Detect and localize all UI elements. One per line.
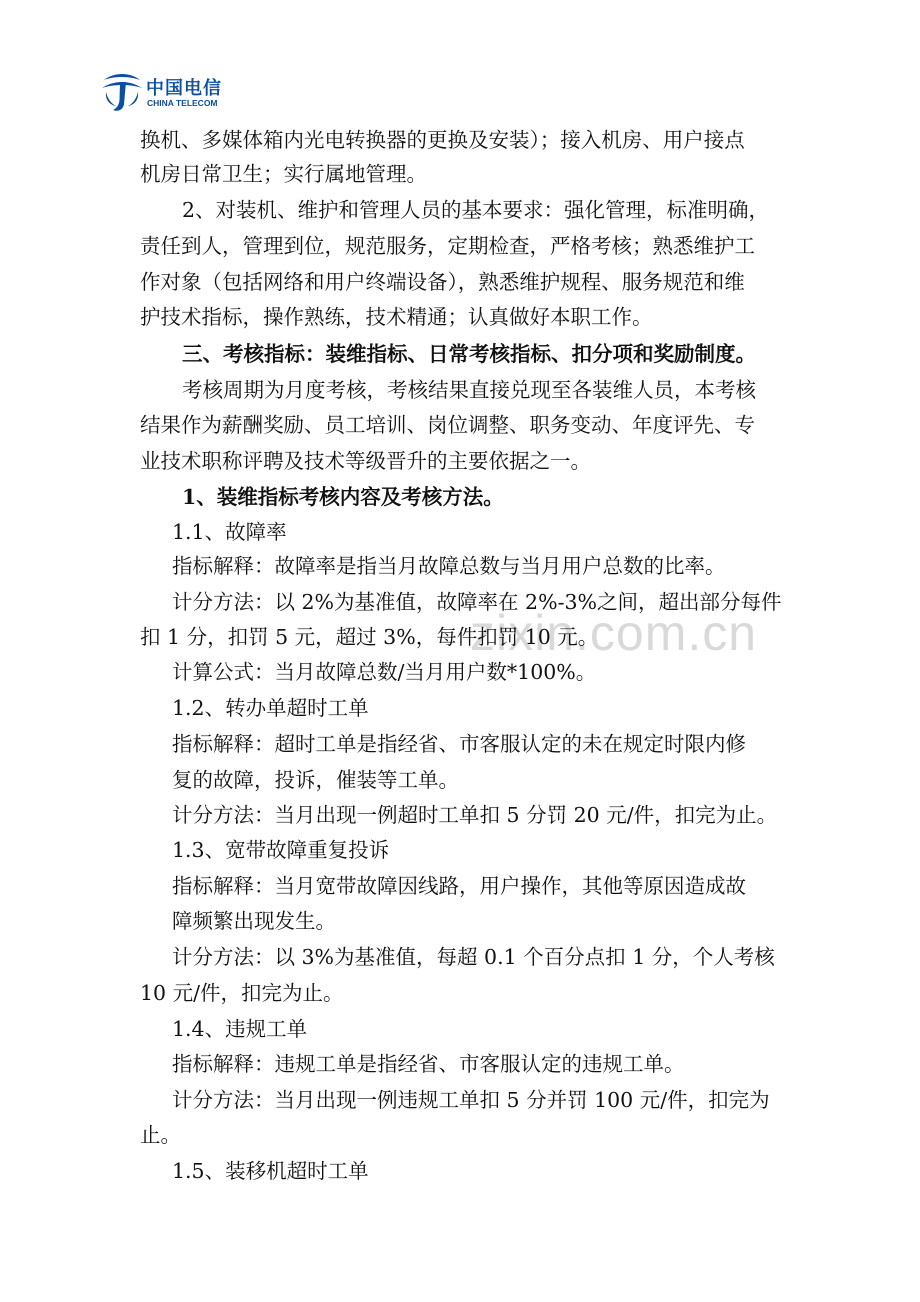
- item-heading: 1.5、装移机超时工单: [172, 1159, 369, 1183]
- section-heading: 三、考核指标：装维指标、日常考核指标、扣分项和奖励制度。: [182, 342, 756, 366]
- body-text-line: 止。: [140, 1123, 181, 1147]
- body-text-line: 计分方法：以 2%为基准值，故障率在 2%-3%之间，超出部分每件: [172, 590, 782, 614]
- body-text-line: 复的故障，投诉，催装等工单。: [172, 768, 459, 792]
- body-text-line: 扣 1 分，扣罚 5 元，超过 3%，每件扣罚 10 元。: [140, 625, 599, 649]
- logo-chinese-text: 中国电信: [146, 78, 222, 99]
- body-text-line: 责任到人，管理到位，规范服务，定期检查，严格考核；熟悉维护工: [140, 234, 755, 258]
- china-telecom-logo: [100, 70, 240, 116]
- body-text-line: 业技术职称评聘及技术等级晋升的主要依据之一。: [140, 449, 591, 473]
- body-text-line: 作对象（包括网络和用户终端设备），熟悉维护规程、服务规范和维: [140, 270, 745, 294]
- body-text-line: 2、对装机、维护和管理人员的基本要求：强化管理，标准明确，: [182, 198, 770, 222]
- body-text-line: 障频繁出现发生。: [172, 909, 336, 933]
- body-text-line: 考核周期为月度考核，考核结果直接兑现至各装维人员，本考核: [182, 378, 756, 402]
- body-text-line: 计分方法：当月出现一例违规工单扣 5 分并罚 100 元/件，扣完为: [172, 1088, 770, 1112]
- body-text-line: 结果作为薪酬奖励、员工培训、岗位调整、职务变动、年度评先、专: [140, 413, 755, 437]
- logo-english-text: CHINA TELECOM: [147, 98, 218, 108]
- subsection-heading: 1、装维指标考核内容及考核方法。: [182, 485, 504, 509]
- body-text-line: 计分方法：以 3%为基准值，每超 0.1 个百分点扣 1 分，个人考核: [172, 945, 775, 969]
- body-text-line: 10 元/件，扣完为止。: [140, 981, 344, 1005]
- body-text-line: 指标解释：违规工单是指经省、市客服认定的违规工单。: [172, 1052, 685, 1076]
- item-heading: 1.1、故障率: [172, 520, 287, 544]
- body-text-line: 换机、多媒体箱内光电转换器的更换及安装）；接入机房、用户接点: [140, 128, 745, 152]
- body-text-line: 计分方法：当月出现一例超时工单扣 5 分罚 20 元/件，扣完为止。: [172, 803, 778, 827]
- body-text-line: 护技术指标，操作熟练，技术精通；认真做好本职工作。: [140, 305, 653, 329]
- body-text-line: 计算公式：当月故障总数/当月用户数*100%。: [172, 660, 597, 684]
- item-heading: 1.2、转办单超时工单: [172, 696, 369, 720]
- body-text-line: 指标解释：故障率是指当月故障总数与当月用户总数的比率。: [172, 554, 726, 578]
- watermark: zixin.com.cn: [470, 605, 758, 661]
- item-heading: 1.3、宽带故障重复投诉: [172, 838, 390, 862]
- body-text-line: 指标解释：超时工单是指经省、市客服认定的未在规定时限内修: [172, 732, 746, 756]
- body-text-line: 机房日常卫生；实行属地管理。: [140, 162, 427, 186]
- item-heading: 1.4、违规工单: [172, 1017, 308, 1041]
- china-telecom-emblem-icon: [100, 70, 144, 114]
- body-text-line: 指标解释：当月宽带故障因线路，用户操作，其他等原因造成故: [172, 874, 746, 898]
